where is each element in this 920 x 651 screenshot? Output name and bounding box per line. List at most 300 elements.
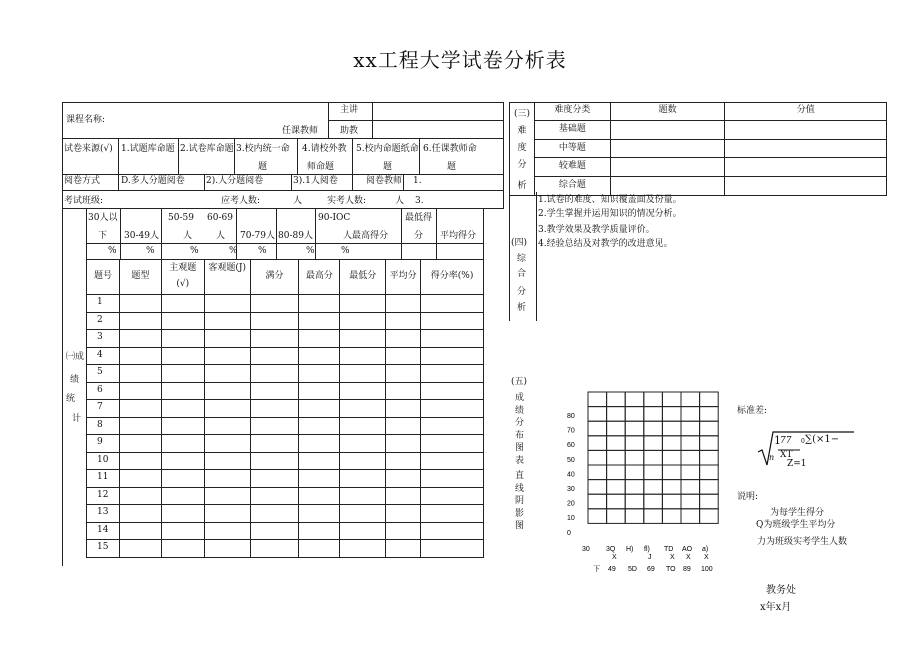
range-low-b: 分: [414, 231, 424, 241]
grading-label: 阅卷方式: [64, 176, 101, 186]
table-cell[interactable]: [161, 365, 204, 383]
table-cell[interactable]: [119, 347, 161, 365]
diff-col-count: 题数: [610, 103, 725, 121]
chart-grid-cell: [588, 407, 607, 422]
chart-grid-cell: [662, 465, 681, 480]
form-border-right: [503, 102, 504, 209]
table-cell[interactable]: [386, 417, 421, 435]
table-cell[interactable]: [386, 435, 421, 453]
form-border-left: [62, 102, 63, 566]
table-cell[interactable]: [119, 400, 161, 418]
x-bottom-label: 100: [701, 566, 713, 573]
table-cell[interactable]: [299, 452, 340, 470]
table-cell[interactable]: [421, 505, 484, 523]
chart-grid-cell: [700, 480, 719, 495]
chart-grid-cell: [588, 465, 607, 480]
chart-grid-cell: [588, 480, 607, 495]
chart-grid-cell: [662, 421, 681, 436]
col-type: 题型: [119, 260, 161, 295]
table-cell[interactable]: [204, 452, 250, 470]
diff-comprehensive: 综合题: [534, 177, 610, 196]
analysis-b: 合: [517, 269, 527, 279]
table-row: [87, 435, 484, 453]
chart-grid-cell: [607, 480, 626, 495]
source-opt6a: 6.任课教师命: [423, 144, 477, 154]
table-cell[interactable]: [204, 505, 250, 523]
table-cell[interactable]: [250, 505, 299, 523]
chart-grid-cell: [644, 421, 663, 436]
table-cell[interactable]: [250, 522, 299, 540]
table-cell[interactable]: [340, 522, 386, 540]
table-cell[interactable]: [161, 382, 204, 400]
question-number: 5: [87, 365, 120, 383]
range-6: 80-89人: [278, 231, 313, 241]
table-cell[interactable]: [119, 540, 161, 558]
table-cell[interactable]: [299, 330, 340, 348]
table-cell[interactable]: [299, 312, 340, 330]
table-cell[interactable]: [299, 505, 340, 523]
pct-1: %: [108, 246, 117, 256]
table-cell[interactable]: [250, 487, 299, 505]
chart-grid-cell: [644, 450, 663, 465]
chart-grid-cell: [644, 436, 663, 451]
question-number: 11: [87, 470, 120, 488]
chart-grid-cell: [625, 509, 644, 524]
note-1: 为每学生得分: [770, 508, 825, 518]
note-2: Q为班级学生平均分: [756, 520, 836, 530]
table-cell[interactable]: [119, 365, 161, 383]
x-top-label: a): [702, 546, 709, 553]
table-cell[interactable]: [161, 347, 204, 365]
col-subjective: 主观题 (√): [161, 260, 204, 295]
chart-grid-cell: [588, 494, 607, 509]
table-cell[interactable]: [250, 330, 299, 348]
dist-sec: (五): [511, 377, 528, 387]
table-cell[interactable]: [340, 365, 386, 383]
diff-col-class: 难度分类: [534, 103, 610, 121]
table-row: [87, 487, 484, 505]
table-cell[interactable]: [386, 295, 421, 313]
table-cell[interactable]: [421, 400, 484, 418]
analysis-item4: 4.经验总结及对教学的改进意见。: [538, 239, 673, 249]
table-cell[interactable]: [204, 295, 250, 313]
table-cell[interactable]: [386, 487, 421, 505]
table-cell[interactable]: [340, 540, 386, 558]
question-number: 6: [87, 382, 120, 400]
chart-grid-cell: [625, 407, 644, 422]
table-cell[interactable]: [421, 330, 484, 348]
range-5: 70-79人: [240, 231, 275, 241]
source-opt4a: 4.请校外教: [302, 144, 347, 154]
table-row: [87, 382, 484, 400]
chart-grid-cell: [700, 421, 719, 436]
difficulty-section-label: (三) 难 度 分 析: [510, 103, 535, 196]
table-cell[interactable]: [340, 417, 386, 435]
x-top-label: 3Q: [606, 546, 616, 553]
pct-6: %: [306, 246, 315, 256]
range-4b: 人: [216, 231, 226, 241]
table-cell[interactable]: [161, 487, 204, 505]
table-cell[interactable]: [204, 365, 250, 383]
dist-vertical-label-2: [515, 470, 524, 533]
table-cell[interactable]: [250, 312, 299, 330]
table-cell[interactable]: [250, 400, 299, 418]
table-cell[interactable]: [161, 400, 204, 418]
dist-vertical-char: 图: [515, 443, 525, 453]
table-cell[interactable]: [250, 365, 299, 383]
stats-label-d: 计: [72, 414, 82, 424]
table-cell[interactable]: [340, 400, 386, 418]
table-cell[interactable]: [250, 295, 299, 313]
x-mid-label: X: [612, 554, 617, 561]
table-cell[interactable]: [299, 540, 340, 558]
table-row: [87, 330, 484, 348]
table-cell[interactable]: [340, 470, 386, 488]
table-cell[interactable]: [161, 540, 204, 558]
range-high: 最高得分: [352, 231, 389, 241]
range-1b: 下: [98, 231, 108, 241]
diff-hard: 较难题: [534, 158, 610, 177]
table-cell[interactable]: [340, 330, 386, 348]
table-cell[interactable]: [386, 505, 421, 523]
chart-grid-cell: [644, 407, 663, 422]
pct-2: %: [146, 246, 155, 256]
question-number: 4: [87, 347, 120, 365]
table-cell[interactable]: [340, 435, 386, 453]
table-cell[interactable]: [161, 522, 204, 540]
chart-grid-cell: [700, 392, 719, 407]
assistant-label: 助教: [340, 126, 359, 136]
chart-grid-cell: [588, 421, 607, 436]
chart-grid-cell: [681, 407, 700, 422]
grading-opt-3: 3).1人阅卷: [293, 176, 338, 186]
table-cell[interactable]: [299, 400, 340, 418]
table-cell[interactable]: [340, 295, 386, 313]
table-cell[interactable]: [204, 540, 250, 558]
table-cell[interactable]: [386, 347, 421, 365]
table-row: [87, 505, 484, 523]
dist-vertical-char: 成: [515, 393, 525, 403]
dist-vertical-char: 绩: [515, 405, 525, 416]
y-tick-label: 80: [567, 413, 575, 420]
chart-grid-cell: [700, 509, 719, 524]
chart-grid-cell: [700, 450, 719, 465]
y-tick-label: 50: [567, 456, 575, 464]
chart-grid-cell: [625, 436, 644, 451]
table-cell[interactable]: [204, 400, 250, 418]
table-cell[interactable]: [161, 470, 204, 488]
source-opt1: 1.试题库命题: [121, 144, 175, 154]
source-opt5b: 题: [383, 162, 393, 172]
x-bottom-label: 69: [647, 566, 655, 573]
stats-label-c: 统: [66, 394, 76, 404]
x-top-label: AO: [682, 546, 693, 553]
note-3: 力为班级实考学生人数: [757, 537, 848, 547]
x-top-label: TD: [664, 546, 674, 553]
source-opt2: 2.试卷库命题: [180, 144, 234, 154]
question-number: 8: [87, 417, 120, 435]
question-number: 10: [87, 452, 120, 470]
table-cell[interactable]: [340, 312, 386, 330]
table-cell[interactable]: [299, 470, 340, 488]
table-row: [87, 312, 484, 330]
table-cell[interactable]: [299, 522, 340, 540]
table-cell[interactable]: [386, 452, 421, 470]
table-cell[interactable]: [204, 522, 250, 540]
table-cell[interactable]: [250, 470, 299, 488]
chart-grid-cell: [625, 392, 644, 407]
table-cell[interactable]: [161, 330, 204, 348]
table-cell[interactable]: [204, 347, 250, 365]
table-cell[interactable]: [421, 347, 484, 365]
pct-7: %: [341, 246, 350, 256]
table-cell[interactable]: [250, 417, 299, 435]
actual-label: 实考人数:: [327, 196, 367, 206]
chart-grid-cell: [662, 436, 681, 451]
table-cell[interactable]: [386, 330, 421, 348]
table-cell[interactable]: [250, 382, 299, 400]
table-cell[interactable]: [421, 435, 484, 453]
std-formula: 1 77 0 ∑(×1− XT n Z=1: [756, 430, 856, 470]
table-cell[interactable]: [421, 487, 484, 505]
table-cell[interactable]: [161, 452, 204, 470]
table-cell[interactable]: [421, 417, 484, 435]
question-number: 9: [87, 435, 120, 453]
col-full: 满分: [250, 260, 299, 295]
analysis-sec: (四): [511, 238, 528, 248]
y-tick-label: 70: [567, 427, 575, 435]
chart-grid-cell: [607, 421, 626, 436]
table-cell[interactable]: [299, 382, 340, 400]
y-tick-label: 20: [567, 500, 575, 508]
chart-grid-cell: [681, 421, 700, 436]
y-tick-label: 40: [567, 471, 575, 479]
table-row: [87, 365, 484, 383]
chart-grid-cell: [681, 509, 700, 524]
chart-grid-cell: [662, 480, 681, 495]
chart-grid-cell: [662, 509, 681, 524]
course-name-label: 课程名称:: [66, 115, 106, 125]
table-cell[interactable]: [386, 540, 421, 558]
table-cell[interactable]: [421, 312, 484, 330]
exam-class-label: 考试班级:: [64, 196, 104, 206]
table-cell[interactable]: [386, 470, 421, 488]
table-cell[interactable]: [386, 312, 421, 330]
table-cell[interactable]: [161, 417, 204, 435]
chart-grid-cell: [662, 494, 681, 509]
x-bottom-label: 5D: [628, 566, 637, 573]
grading-value-3: 3.: [415, 196, 424, 206]
stats-label-a: ㈠成: [66, 352, 85, 362]
expected-unit: 人: [293, 196, 303, 206]
table-cell[interactable]: [250, 452, 299, 470]
chart-grid-cell: [681, 450, 700, 465]
chart-grid-cell: [681, 494, 700, 509]
table-row: [87, 470, 484, 488]
analysis-c: 分: [517, 287, 527, 297]
table-cell[interactable]: [421, 470, 484, 488]
y-tick-label: 60: [567, 442, 575, 450]
analysis-a: 综: [517, 254, 527, 264]
table-cell[interactable]: [204, 417, 250, 435]
dist-vertical-char: 线: [515, 483, 525, 494]
diff-col-score: 分值: [725, 103, 887, 121]
table-cell[interactable]: [119, 382, 161, 400]
chart-grid-cell: [607, 392, 626, 407]
table-cell[interactable]: [250, 347, 299, 365]
table-cell[interactable]: [299, 417, 340, 435]
chart-grid-cell: [607, 465, 626, 480]
table-cell[interactable]: [119, 435, 161, 453]
grading-opt-d: D.多人分题阅卷: [121, 176, 185, 186]
x-mid-label: J: [648, 554, 652, 561]
range-3a: 50-59: [168, 213, 194, 223]
table-cell[interactable]: [119, 522, 161, 540]
diff-basic: 基础题: [534, 120, 610, 139]
source-label: 试卷来源(√): [64, 144, 113, 154]
table-cell[interactable]: [340, 382, 386, 400]
table-row: [87, 540, 484, 558]
chart-grid-cell: [644, 494, 663, 509]
table-cell[interactable]: [299, 347, 340, 365]
x-mid-label: X: [686, 554, 691, 561]
x-mid-label: X: [704, 554, 709, 561]
chart-grid-cell: [681, 392, 700, 407]
table-cell[interactable]: [386, 522, 421, 540]
table-cell[interactable]: [204, 470, 250, 488]
grading-teacher: 阅卷教师: [366, 176, 403, 186]
footer-date: x年x月: [760, 602, 792, 613]
range-7b: 人: [343, 231, 353, 241]
table-cell[interactable]: [161, 435, 204, 453]
chart-grid-cell: [625, 465, 644, 480]
range-avg: 平均得分: [440, 231, 477, 241]
table-cell[interactable]: [340, 487, 386, 505]
chart-grid-cell: [607, 450, 626, 465]
range-3b: 人: [183, 231, 193, 241]
chart-grid-cell: [588, 392, 607, 407]
table-cell[interactable]: [421, 382, 484, 400]
table-row: [87, 522, 484, 540]
range-4a: 60-69: [207, 213, 233, 223]
chart-grid-cell: [700, 494, 719, 509]
table-cell[interactable]: [386, 365, 421, 383]
expected-label: 应考人数:: [221, 196, 261, 206]
table-cell[interactable]: [299, 365, 340, 383]
actual-unit: 人: [395, 196, 405, 206]
dist-vertical-char: 影: [515, 508, 525, 519]
chart-grid-cell: [662, 450, 681, 465]
table-cell[interactable]: [204, 330, 250, 348]
table-cell[interactable]: [204, 435, 250, 453]
question-header-row: [87, 260, 484, 295]
footer-office: 教务处: [766, 585, 796, 596]
table-cell[interactable]: [421, 452, 484, 470]
x-bottom-label: 89: [683, 566, 691, 573]
table-cell[interactable]: [119, 295, 161, 313]
table-cell[interactable]: [299, 435, 340, 453]
table-cell[interactable]: [119, 470, 161, 488]
chart-grid-cell: [625, 421, 644, 436]
table-cell[interactable]: [421, 522, 484, 540]
stats-label-b: 绩: [70, 375, 80, 385]
col-avg: 平均分: [386, 260, 421, 295]
range-7a: 90-IOC: [318, 213, 351, 223]
table-cell[interactable]: [340, 452, 386, 470]
x-top-label: fl): [644, 546, 650, 553]
table-cell[interactable]: [340, 347, 386, 365]
table-cell[interactable]: [250, 435, 299, 453]
table-row: [87, 417, 484, 435]
chart-grid-cell: [681, 480, 700, 495]
chart-grid-cell: [588, 509, 607, 524]
table-cell[interactable]: [119, 452, 161, 470]
table-cell[interactable]: [161, 505, 204, 523]
table-cell[interactable]: [204, 382, 250, 400]
x-bottom-label: TO: [666, 566, 676, 573]
table-cell[interactable]: [340, 505, 386, 523]
col-objective: 客观题(J): [204, 260, 250, 295]
chart-grid-cell: [681, 436, 700, 451]
table-cell[interactable]: [421, 295, 484, 313]
x-bottom-label: 49: [608, 566, 616, 573]
table-cell[interactable]: [119, 505, 161, 523]
range-1a: 30人以: [88, 213, 118, 223]
table-cell[interactable]: [119, 330, 161, 348]
table-cell[interactable]: [161, 295, 204, 313]
analysis-item2: 2.学生掌握并运用知识的情况分析。: [538, 209, 682, 219]
table-cell[interactable]: [204, 312, 250, 330]
source-opt5a: 5.校内命题纸命: [356, 144, 419, 154]
table-cell[interactable]: [119, 417, 161, 435]
table-cell[interactable]: [386, 400, 421, 418]
table-cell[interactable]: [119, 487, 161, 505]
chart-grid-cell: [588, 436, 607, 451]
table-cell[interactable]: [299, 295, 340, 313]
table-row: [87, 295, 484, 313]
chart-grid-cell: [644, 480, 663, 495]
question-number: 7: [87, 400, 120, 418]
chart-grid-cell: [607, 494, 626, 509]
table-cell[interactable]: [161, 312, 204, 330]
question-number: 3: [87, 330, 120, 348]
col-min: 最低分: [340, 260, 386, 295]
chart-grid-cell: [700, 436, 719, 451]
table-cell[interactable]: [204, 487, 250, 505]
dist-vertical-char: 表: [515, 455, 525, 466]
table-cell[interactable]: [421, 365, 484, 383]
diff-medium: 中等题: [534, 139, 610, 158]
table-row: [87, 452, 484, 470]
y-tick-label: 30: [567, 486, 575, 493]
table-cell[interactable]: [250, 540, 299, 558]
table-row: [87, 400, 484, 418]
chart-grid-cell: [588, 450, 607, 465]
chart-grid-cell: [662, 392, 681, 407]
col-rate: 得分率(%): [421, 260, 484, 295]
notes-label: 说明:: [737, 492, 759, 502]
table-cell[interactable]: [386, 382, 421, 400]
table-cell[interactable]: [119, 312, 161, 330]
chart-grid-cell: [662, 407, 681, 422]
question-number: 14: [87, 522, 120, 540]
source-opt6b: 题: [447, 162, 457, 172]
col-no: 题号: [87, 260, 120, 295]
col-max: 最高分: [299, 260, 340, 295]
table-cell[interactable]: [421, 540, 484, 558]
table-cell[interactable]: [299, 487, 340, 505]
source-opt3b: 题: [258, 162, 268, 172]
